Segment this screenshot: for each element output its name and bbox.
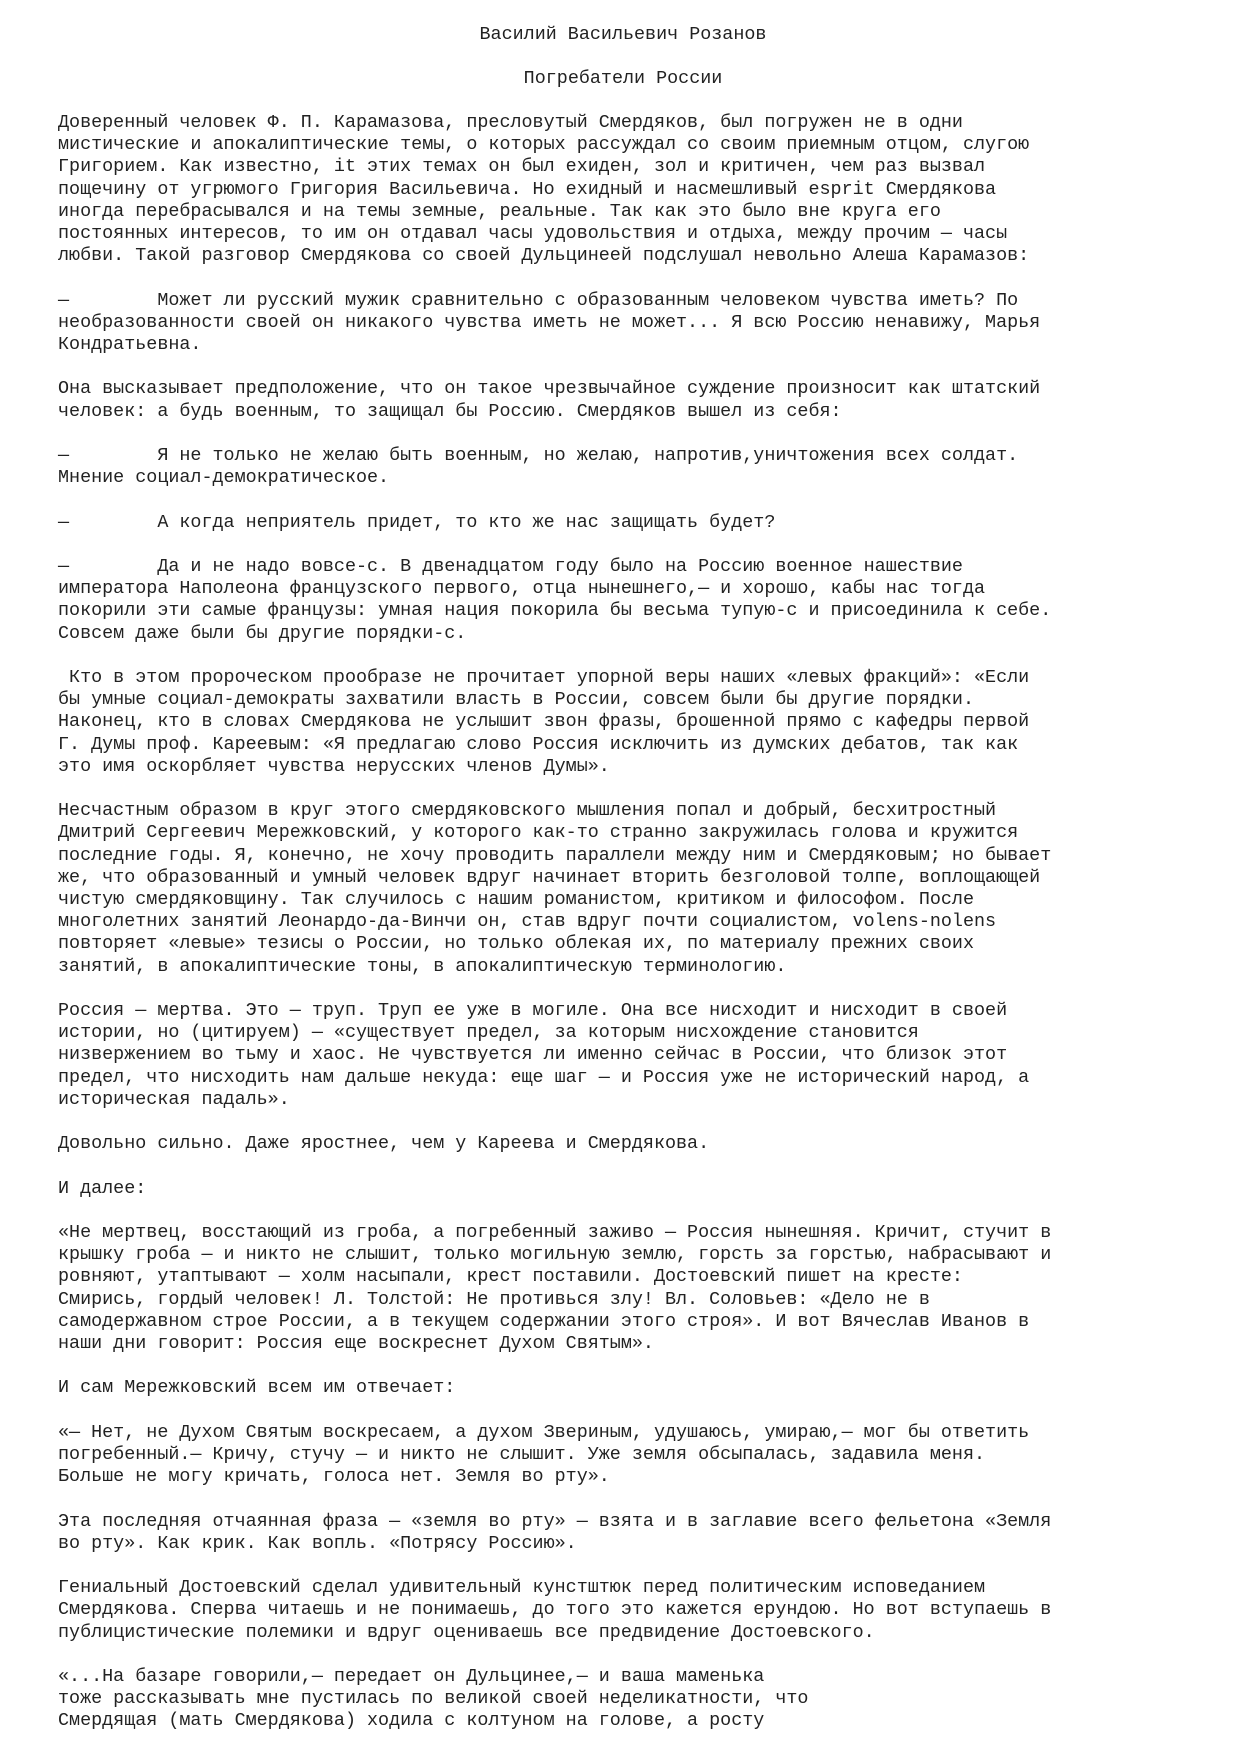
text-line: И далее: — [58, 1177, 147, 1199]
paragraph — [58, 1577, 1188, 1644]
author-name: Василий Васильевич Розанов — [479, 24, 767, 45]
paragraph — [58, 800, 1188, 978]
text-line: Смердящая (мать Смердякова) ходила с колтуном на голове, а росту — [58, 1710, 765, 1732]
text-line: Довольно сильно. Даже яростнее, чем у Кареева и Смердякова. — [58, 1133, 710, 1155]
text-line: «— Нет, не Духом Святым воскресаем, а духом Звериным, удушаюсь, умираю,— мог бы ответить — [58, 1421, 1030, 1443]
text-line: же, что образованный и умный человек вдруг начинает вторить безголовой толпе, воплощающей — [58, 866, 1041, 888]
text-line: Эта последняя отчаянная фраза — «земля во рту» — взята и в заглавие всего фельетона «Земля — [58, 1510, 1052, 1532]
text-line: Больше не могу кричать, голоса нет. Земля во рту». — [58, 1466, 610, 1488]
text-line: — Да и не надо вовсе-с. В двенадцатом году было на Россию военное нашествие — [58, 555, 963, 577]
text-line: Смердякова. Сперва читаешь и не понимаешь, до того это кажется ерундою. Но вот вступаешь в — [58, 1599, 1052, 1621]
text-line: — А когда неприятель придет, то кто же нас защищать будет? — [58, 511, 776, 533]
text-line: бы умные социал-демократы захватили власть в России, совсем были бы другие порядки. — [58, 689, 975, 711]
text-line: — Я не только не желаю быть военным, но желаю, напротив,уничтожения всех солдат. — [58, 445, 1019, 466]
text-line: «...На базаре говорили,— передает он Дульцинее,— и ваша маменька — [58, 1665, 765, 1687]
text-line: повторяет «левые» тезисы о России, но только облекая их, по материалу прежних своих — [58, 933, 975, 955]
text-line: ровняют, утаптывают — холм насыпали, крест поставили. Достоевский пишет на кресте: — [58, 1266, 963, 1288]
text-line: занятий, в апокалиптические тоны, в апокалиптическую терминологию. — [58, 955, 787, 977]
text-line: И сам Мережковский всем им отвечает: — [58, 1377, 456, 1399]
text-line: Гениальный Достоевский сделал удивительный кунстштюк перед политическим исповеданием — [58, 1577, 986, 1599]
text-line: последние годы. Я, конечно, не хочу проводить параллели между ним и Смердяковым; но бывает — [58, 844, 1052, 866]
paragraph — [58, 667, 1188, 778]
text-line: иногда перебрасывался и на темы земные, реальные. Так как это было вне круга его — [58, 200, 941, 222]
document-title: Погребатели России — [523, 68, 723, 89]
paragraph — [58, 512, 1188, 534]
text-line: необразованности своей он никакого чувства иметь не может... Я всю Россию ненавижу, Марья — [58, 311, 1041, 333]
text-line: Кондратьевна. — [58, 334, 202, 356]
paragraph — [58, 1222, 1188, 1355]
text-line: Доверенный человек Ф. П. Карамазова, пресловутый Смердяков, был погружен не в одни — [58, 112, 963, 133]
text-line: Григорием. Как известно, it этих темах он был ехиден, зол и критичен, чем раз вызвал — [58, 156, 986, 178]
text-line: тоже рассказывать мне пустилась по великой своей неделикатности, что — [58, 1688, 809, 1710]
text-line: низвержением во тьму и хаос. Не чувствуется ли именно сейчас в России, что близок этот — [58, 1044, 1008, 1066]
text-line: любви. Такой разговор Смердякова со своей Дульцинеей подслушал невольно Алеша Карамазов: — [58, 245, 1030, 267]
paragraph — [58, 1422, 1188, 1489]
text-line: «Не мертвец, восстающий из гроба, а погребенный заживо — Россия нынешняя. Кричит, стучит в — [58, 1221, 1052, 1243]
text-line: Смирись, гордый человек! Л. Толстой: Не противься злу! Вл. Соловьев: «Дело не в — [58, 1288, 930, 1310]
text-line: Россия — мертва. Это — труп. Труп ее уже в могиле. Она все нисходит и нисходит в своей — [58, 1000, 1008, 1021]
paragraph — [58, 378, 1188, 422]
text-line: наши дни говорит: Россия еще воскреснет Духом Святым». — [58, 1333, 654, 1354]
text-line: чистую смердяковщину. Так случилось с нашим романистом, критиком и философом. После — [58, 889, 975, 910]
paragraph — [58, 1000, 1188, 1111]
text-line: — Может ли русский мужик сравнительно с образованным человеком чувства иметь? По — [58, 289, 1019, 311]
text-line: истории, но (цитируем) — «существует предел, за которым нисхождение становится — [58, 1022, 919, 1044]
text-line: во рту». Как крик. Как вопль. «Потрясу Россию». — [58, 1532, 577, 1554]
text-line: постоянных интересов, то им он отдавал часы удовольствия и отдыха, между прочим — часы — [58, 223, 1008, 245]
paragraph — [58, 556, 1188, 645]
paragraph — [58, 112, 1188, 267]
text-line: человек: а будь военным, то защищал бы Россию. Смердяков вышел из себя: — [58, 400, 842, 422]
text-line: самодержавном строе России, а в текущем содержании этого строя». И вот Вячеслав Иванов в — [58, 1310, 1030, 1332]
paragraph — [58, 1511, 1188, 1555]
text-line: мистические и апокалиптические темы, о которых рассуждал со своим приемным отцом, слугою — [58, 134, 1030, 156]
document-page — [58, 0, 1198, 1755]
document-body — [58, 112, 1188, 1755]
text-line: пощечину от угрюмого Григория Васильевича. Но ехидный и насмешливый esprit Смердякова — [58, 178, 997, 200]
text-line: императора Наполеона французского первого, отца нынешнего,— и хорошо, кабы нас тогда — [58, 578, 986, 600]
text-line: Г. Думы проф. Кареевым: «Я предлагаю слово Россия исключить из думских дебатов, так как — [58, 733, 1019, 755]
text-line: Совсем даже были бы другие порядки-с. — [58, 622, 467, 644]
text-line: публицистические полемики и вдруг оцениваешь все предвидение Достоевского. — [58, 1621, 875, 1643]
text-line: крышку гроба — и никто не слышит, только могильную землю, горсть за горстью, набрасывают и — [58, 1244, 1052, 1266]
paragraph — [58, 290, 1188, 357]
text-line: многолетних занятий Леонардо-да-Винчи он, став вдруг почти социалистом, volens-nolens — [58, 911, 997, 933]
paragraph — [58, 1178, 1188, 1200]
text-line: Несчастным образом в круг этого смердяковского мышления попал и добрый, бесхитростный — [58, 800, 997, 822]
paragraph — [58, 1377, 1188, 1399]
text-line: погребенный.— Кричу, стучу — и никто не слышит. Уже земля обсыпалась, задавила меня. — [58, 1443, 986, 1465]
paragraph — [58, 445, 1188, 489]
text-line: Дмитрий Сергеевич Мережковский, у которого как-то странно закружилась голова и кружится — [58, 822, 1019, 844]
text-line: историческая падаль». — [58, 1088, 290, 1110]
text-line: Наконец, кто в словах Смердякова не услышит звон фразы, брошенной прямо с кафедры первой — [58, 711, 1030, 733]
paragraph — [58, 1666, 1188, 1733]
text-line: предел, что нисходить нам дальше некуда: еще шаг — и Россия уже не исторический народ, а — [58, 1066, 1030, 1088]
text-line: Кто в этом пророческом прообразе не прочитает упорной веры наших «левых фракций»: «Если — [58, 666, 1030, 688]
paragraph — [58, 1133, 1188, 1155]
text-line: покорили эти самые французы: умная нация покорила бы весьма тупую-с и присоединила к себе. — [58, 600, 1052, 622]
text-line: Мнение социал-демократическое. — [58, 467, 390, 489]
text-line: Она высказывает предположение, что он такое чрезвычайное суждение произносит как штатский — [58, 378, 1041, 400]
text-line: это имя оскорбляет чувства нерусских членов Думы». — [58, 755, 610, 777]
